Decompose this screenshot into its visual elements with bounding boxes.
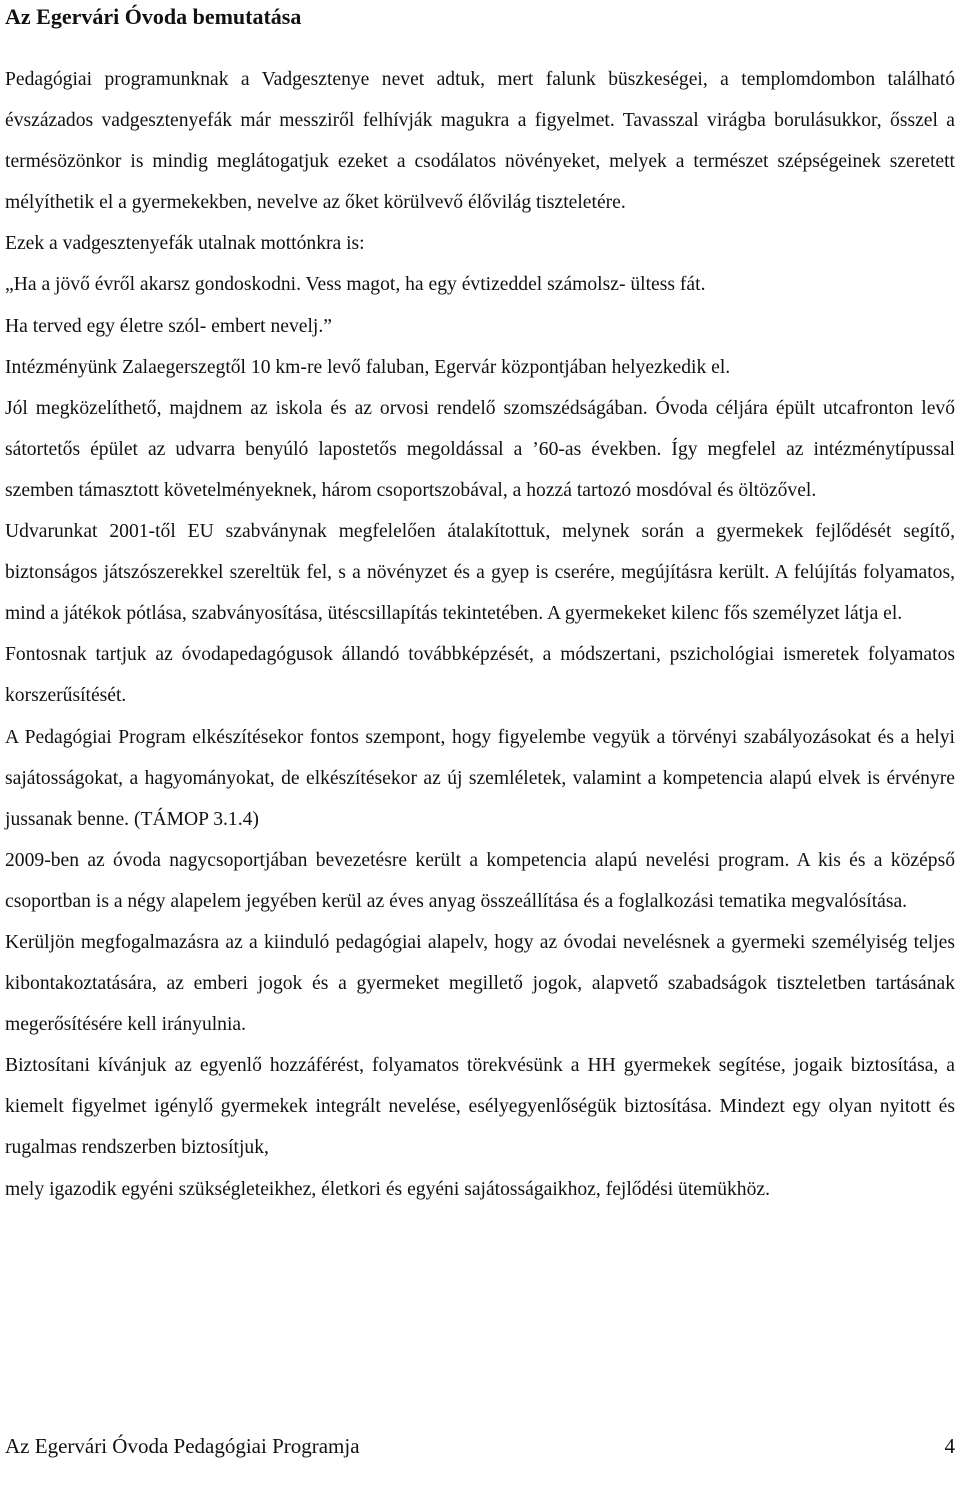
motto-line-2: Ha terved egy életre szól- embert nevelj.” xyxy=(5,315,332,337)
paragraph-program: A Pedagógiai Program elkészítésekor fontos szempont, hogy figyelembe vegyük a törvényi szabályozásokat és a helyi sajátosságokat, a hagyományokat, de elkészítésekor az új szemléletek, valamint a kompetencia alapú elvek is érvényre jussanak benne. (TÁMOP 3.1.4) xyxy=(5,726,955,830)
paragraph-intro: Pedagógiai programunknak a Vadgesztenye nevet adtuk, mert falunk büszkeségei, a templomdombon található évszázados vadgesztenyefák már messziről felhívják magukra a figyelmet. Tavasszal virágba borulásukkor, ősszel a termésözönkor is mindig meglátogatjuk ezeket a csodálatos növényeket, melyek a természet szépségeinek szeretett mélyíthetik el a gyermekekben, nevelve az őket körülvevő élővilág tiszteletére. xyxy=(5,69,955,214)
document-body xyxy=(5,59,955,1210)
page-number: 4 xyxy=(944,1434,955,1458)
paragraph-closing: mely igazodik egyéni szükségleteikhez, életkori és egyéni sajátosságaikhoz, fejlődési ütemükhöz. xyxy=(5,1178,770,1200)
page-footer xyxy=(5,1430,955,1462)
paragraph-location: Intézményünk Zalaegerszegtől 10 km-re levő faluban, Egervár központjában helyezkedik el. xyxy=(5,356,731,378)
paragraph-yard: Udvarunkat 2001-től EU szabványnak megfelelően átalakítottuk, melynek során a gyermekek fejlődését segítő, biztonságos játszószerekkel szereltük fel, s a növényzet és a gyep is cserére, megújításra került. A felújítás folyamatos, mind a játékok pótlása, szabványosítása, ütéscsillapítás tekintetében. A gyermekeket kilenc fős személyzet látja el. xyxy=(5,521,955,625)
page-title: Az Egervári Óvoda bemutatása xyxy=(5,4,302,29)
motto-line-1: „Ha a jövő évről akarsz gondoskodni. Vess magot, ha egy évtizeddel számolsz- ültess fát. xyxy=(5,274,706,296)
paragraph-competence: 2009-ben az óvoda nagycsoportjában bevezetésre került a kompetencia alapú nevelési program. A kis és a középső csoportban is a négy alapelem jegyében kerül az éves anyag összeállítása és a foglalkozási tematika megvalósítása. xyxy=(5,849,955,912)
paragraph-principle: Kerüljön megfogalmazásra az a kiinduló pedagógiai alapelv, hogy az óvodai nevelésnek a gyermeki személyiség teljes kibontakoztatására, az emberi jogok és a gyermeket megillető jogok, alapvető szabadságok tiszteletben tartásának megerősítésére kell irányulnia. xyxy=(5,931,955,1036)
paragraph-motto-intro: Ezek a vadgesztenyefák utalnak mottónkra is: xyxy=(5,233,365,255)
footer-title: Az Egervári Óvoda Pedagógiai Programja xyxy=(5,1434,360,1458)
paragraph-building: Jól megközelíthető, majdnem az iskola és az orvosi rendelő szomszédságában. Óvoda céljára épült utcafronton levő sátortetős épület az udvarra benyúló lapostetős megoldással a ’60-as években. Így megfelel az intézménytípussal szemben támasztott követelményeknek, három csoportszobával, a hozzá tartozó mosdóval és öltözővel. xyxy=(5,397,955,501)
paragraph-equal-access: Biztosítani kívánjuk az egyenlő hozzáférést, folyamatos törekvésünk a HH gyermekek segítése, jogaik biztosítása, a kiemelt figyelmet igénylő gyermekek integrált nevelése, esélyegyenlőségük biztosítása. Mindezt egy olyan nyitott és rugalmas rendszerben biztosítjuk, xyxy=(5,1055,955,1159)
paragraph-training: Fontosnak tartjuk az óvodapedagógusok állandó továbbképzését, a módszertani, pszichológiai ismeretek folyamatos korszerűsítését. xyxy=(5,644,955,707)
